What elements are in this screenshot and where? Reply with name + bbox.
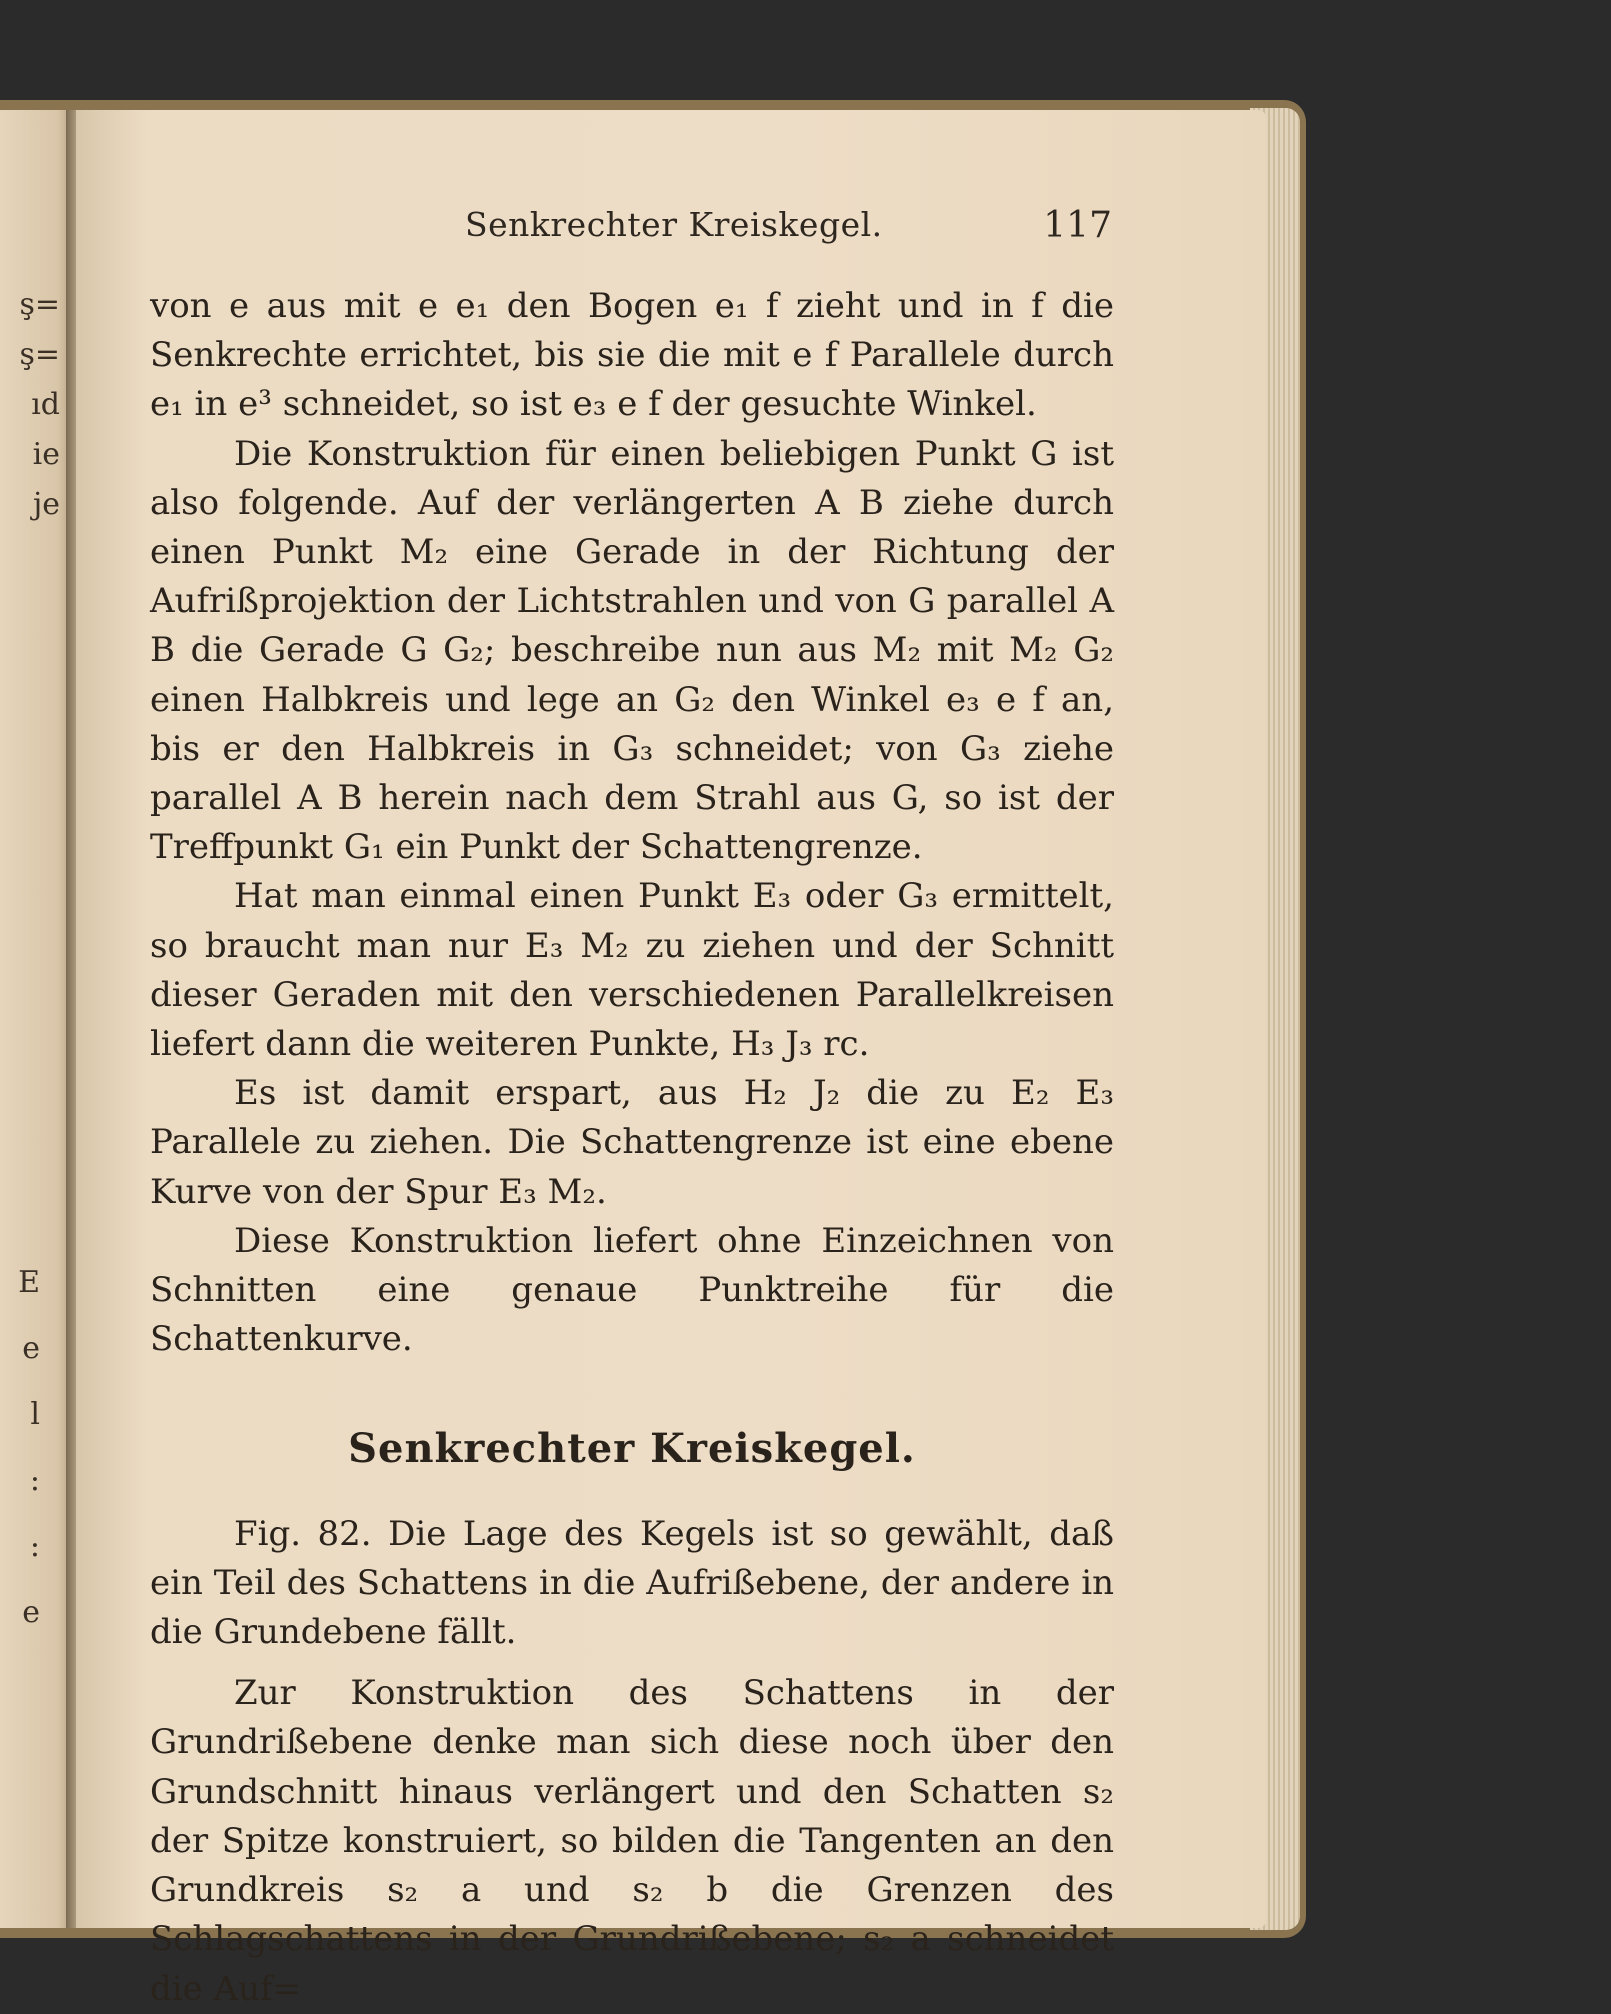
left-fragment: ş= xyxy=(19,287,60,322)
paragraph: Es ist damit erspart, aus H₂ J₂ die zu E₂ E₃ Parallele zu ziehen. Die Schattengrenze ist eine ebene Kurve von der Spur E₃ M₂. xyxy=(150,1073,1114,1212)
left-fragment: ie xyxy=(32,437,60,472)
running-title: Senkrechter Kreiskegel. xyxy=(465,205,883,244)
left-fragment: je xyxy=(32,487,60,522)
left-fragment: l xyxy=(30,1397,40,1432)
left-page-fragments-top xyxy=(0,280,60,530)
paragraph: Fig. 82. Die Lage des Kegels ist so gewählt, daß ein Teil des Schattens in die Aufrißebene, der andere in die Grundebene fällt. xyxy=(150,1513,1114,1653)
left-fragment: : xyxy=(29,1463,40,1498)
page-number: 117 xyxy=(1043,205,1112,246)
left-page-fragments-bottom xyxy=(0,1250,40,1646)
left-fragment: ıd xyxy=(31,387,60,422)
page-header xyxy=(150,205,1112,255)
paragraph: Hat man einmal einen Punkt E₃ oder G₃ ermittelt, so braucht man nur E₃ M₂ zu ziehen und der Schnitt dieser Geraden mit den verschiedenen Parallelkreisen liefert dann die weiteren Punkte, H₃ J₃ rc. xyxy=(150,876,1114,1065)
paragraph: Diese Konstruktion liefert ohne Einzeichnen von Schnitten eine genaue Punktreihe für die Schattenkurve. xyxy=(150,1220,1114,1360)
left-fragment: E xyxy=(18,1265,40,1300)
paragraph: von e aus mit e e₁ den Bogen e₁ f zieht und in f die Senkrechte errichtet, bis sie die mit e f Parallele durch e₁ in e³ schneidet, so ist e₃ e f der gesuchte Winkel. xyxy=(150,286,1114,425)
left-fragment: ş= xyxy=(19,337,60,372)
left-fragment: : xyxy=(29,1529,40,1564)
paragraph: Die Konstruktion für einen beliebigen Punkt G ist also folgende. Auf der verlängerten A B ziehe durch einen Punkt M₂ eine Gerade in der Richtung der Aufrißprojektion der Lichtstrahlen und von G parallel A B die Gerade G G₂; beschreibe nun aus M₂ mit M₂ G₂ einen Halbkreis und lege an G₂ den Winkel e₃ e f an, bis er den Halbkreis in G₃ schneidet; von G₃ ziehe parallel A B herein nach dem Strahl aus G, so ist der Treffpunkt G₁ ein Punkt der Schattengrenze. xyxy=(150,433,1114,868)
section-heading: Senkrechter Kreiskegel. xyxy=(348,1425,916,1473)
left-fragment: e xyxy=(22,1331,40,1366)
page-body xyxy=(150,282,1114,2014)
paragraph: Zur Konstruktion des Schattens in der Grundrißebene denke man sich diese noch über den Grundschnitt hinaus verlängert und den Schatten s₂ der Spitze konstruiert, so bilden die Tangenten an den Grundkreis s₂ a und s₂ b die Grenzen des Schlagschattens in der Grundrißebene; s₂ a schneidet die Auf= xyxy=(150,1673,1114,2009)
left-fragment: e xyxy=(22,1595,40,1630)
